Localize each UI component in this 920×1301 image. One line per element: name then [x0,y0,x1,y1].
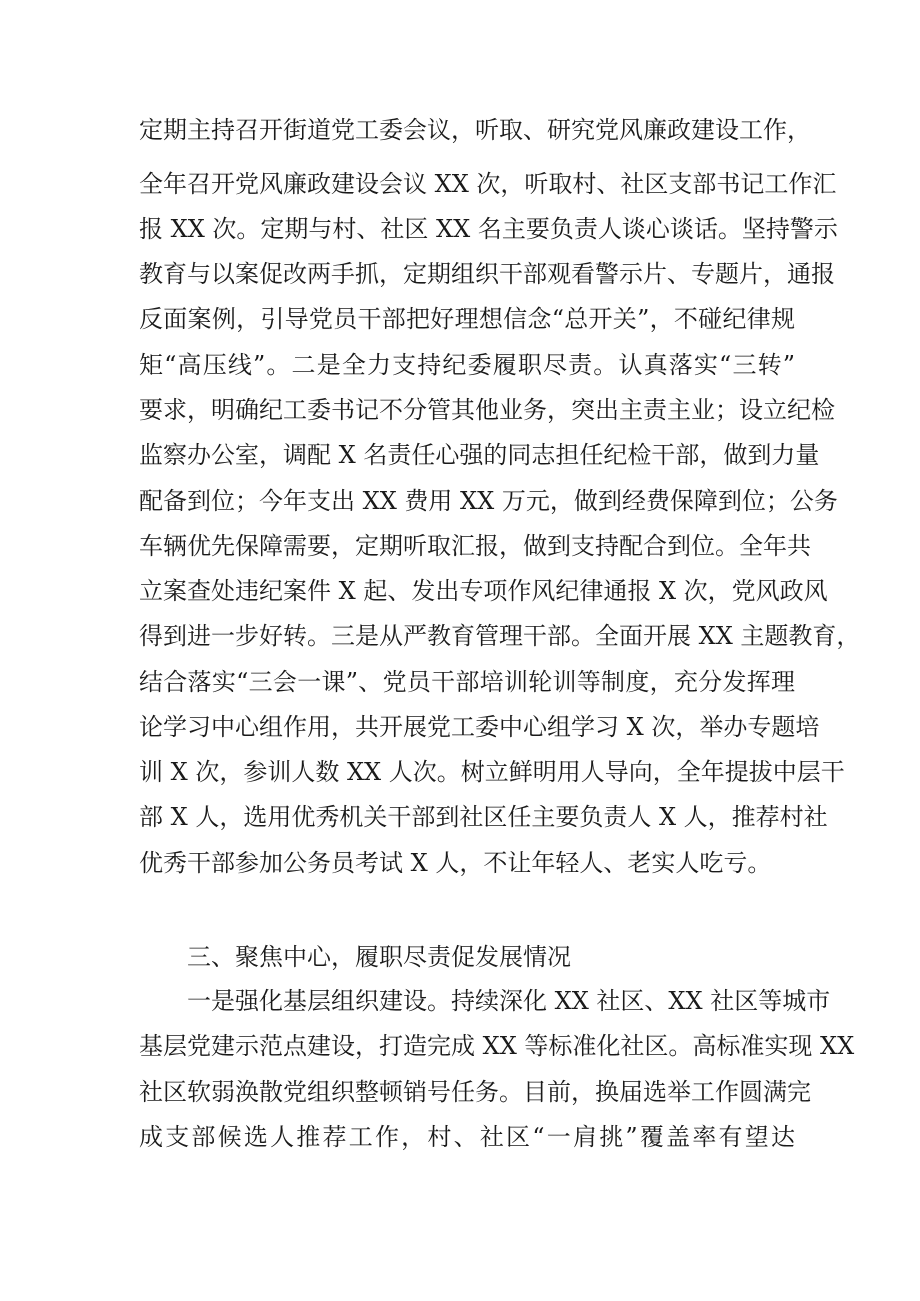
body-text-line: 得到进一步好转。三是从严教育管理干部。全面开展 XX 主题教育， [139,622,861,650]
body-text-line: 训 X 次，参训人数 XX 人次。树立鲜明用人导向，全年提拔中层干 [139,758,845,786]
body-text-line: 矩“高压线”。二是全力支持纪委履职尽责。认真落实“三转” [139,351,795,379]
body-text-line: 配备到位；今年支出 XX 费用 XX 万元，做到经费保障到位；公务 [139,487,838,515]
body-text-line: 优秀干部参加公务员考试 X 人，不让年轻人、老实人吃亏。 [139,849,772,877]
body-text-line: 反面案例，引导党员干部把好理想信念“总开关”，不碰纪律规 [139,305,795,333]
section-heading: 三、聚焦中心，履职尽责促发展情况 [187,943,571,971]
body-text-line: 监察办公室，调配 X 名责任心强的同志担任纪检干部，做到力量 [139,441,820,469]
body-text-line: 论学习中心组作用，共开展党工委中心组学习 X 次，举办专题培 [139,713,820,741]
body-text-line: 定期主持召开街道党工委会议，听取、研究党风廉政建设工作， [139,116,811,144]
body-text-line: 部 X 人，选用优秀机关干部到社区任主要负责人 X 人，推荐村社 [139,803,828,831]
body-text-line: 基层党建示范点建设，打造完成 XX 等标准化社区。高标准实现 XX [139,1032,855,1060]
body-text-line: 报 XX 次。定期与村、社区 XX 名主要负责人谈心谈话。坚持警示 [139,215,838,243]
body-text-line: 车辆优先保障需要，定期听取汇报，做到支持配合到位。全年共 [139,532,811,560]
body-text-line: 立案查处违纪案件 X 起、发出专项作风纪律通报 X 次，党风政风 [139,577,828,605]
body-text-line: 一是强化基层组织建设。持续深化 XX 社区、XX 社区等城市 [187,987,831,1015]
body-text-line: 要求，明确纪工委书记不分管其他业务，突出主责主业；设立纪检 [139,396,835,424]
body-text-line: 社区软弱涣散党组织整顿销号任务。目前，换届选举工作圆满完 [139,1078,811,1106]
body-text-line: 成支部候选人推荐工作，村、社区“一肩挑”覆盖率有望达 [139,1123,795,1151]
body-text-line: 结合落实“三会一课”、党员干部培训轮训等制度，充分发挥理 [139,668,795,696]
body-text-line: 教育与以案促改两手抓，定期组织干部观看警示片、专题片，通报 [139,260,835,288]
body-text-line: 全年召开党风廉政建设会议 XX 次，听取村、社区支部书记工作汇 [139,170,837,198]
